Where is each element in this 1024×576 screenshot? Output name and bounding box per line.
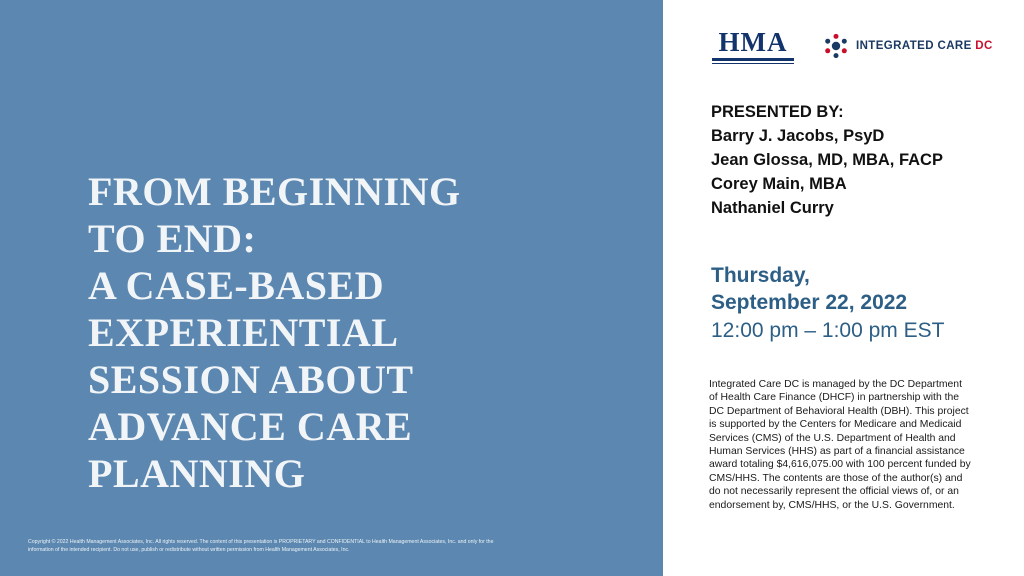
hma-logo-text: HMA xyxy=(718,27,788,58)
title-line-4: EXPERIENTIAL xyxy=(88,310,399,355)
presenter-name-1: Barry J. Jacobs, PsyD xyxy=(711,127,885,145)
event-day: Thursday, xyxy=(711,264,810,287)
event-time: 12:00 pm – 1:00 pm EST xyxy=(711,319,945,342)
title-line-5: SESSION ABOUT xyxy=(88,357,414,402)
copyright-notice: Copyright © 2022 Health Management Associates, Inc. All rights reserved. The content of this presentation is PROPRIETARY and CONFIDENTIAL to Health Management Associates, Inc. and only for the information of the intended recipient. Do not use, publish or redistribute without written permission from Health Management Associates, Inc. xyxy=(28,539,494,553)
presenter-name-4: Nathaniel Curry xyxy=(711,199,834,217)
presenter-name-2: Jean Glossa, MD, MBA, FACP xyxy=(711,151,943,169)
presenter-name-3: Corey Main, MBA xyxy=(711,175,847,193)
hma-logo-rule-thick xyxy=(712,58,794,61)
integrated-care-dc-word-accent: DC xyxy=(971,40,993,52)
integrated-care-dc-word-main: INTEGRATED CARE xyxy=(856,40,972,52)
logo-row xyxy=(711,22,1011,70)
integrated-care-dc-mark-icon xyxy=(823,33,849,59)
hma-logo xyxy=(711,28,795,64)
hma-logo-rule-thin xyxy=(712,63,794,64)
funding-statement: Integrated Care DC is managed by the DC Department of Health Care Finance (DHCF) in partnership with the DC Department of Behavioral Health (DBH). This project is supported by the Centers for Medicare and Medicaid Services (CMS) of the U.S. Department of Health and Human Services (HHS) as part of a financial assistance award totaling $4,616,075.00 with 100 percent funded by CMS/HHS. The contents are those of the author(s) and do not necessarily represent the official views of, or an endorsement by, CMS/HHS, or the U.S. Government. xyxy=(709,379,971,511)
event-date: September 22, 2022 xyxy=(711,291,908,314)
title-line-6: ADVANCE CARE xyxy=(88,404,413,449)
title-line-3: A CASE-BASED xyxy=(88,263,385,308)
title-line-7: PLANNING xyxy=(88,451,306,496)
title-line-2: TO END: xyxy=(88,216,257,261)
integrated-care-dc-wordmark xyxy=(856,40,993,52)
presented-by-block xyxy=(711,100,1011,220)
page-title xyxy=(88,168,608,497)
title-line-1: FROM BEGINNING xyxy=(88,169,461,214)
presented-by-label: PRESENTED BY: xyxy=(711,103,844,121)
title-block xyxy=(88,168,608,497)
event-datetime-block xyxy=(711,262,1021,345)
integrated-care-dc-logo xyxy=(823,33,993,59)
